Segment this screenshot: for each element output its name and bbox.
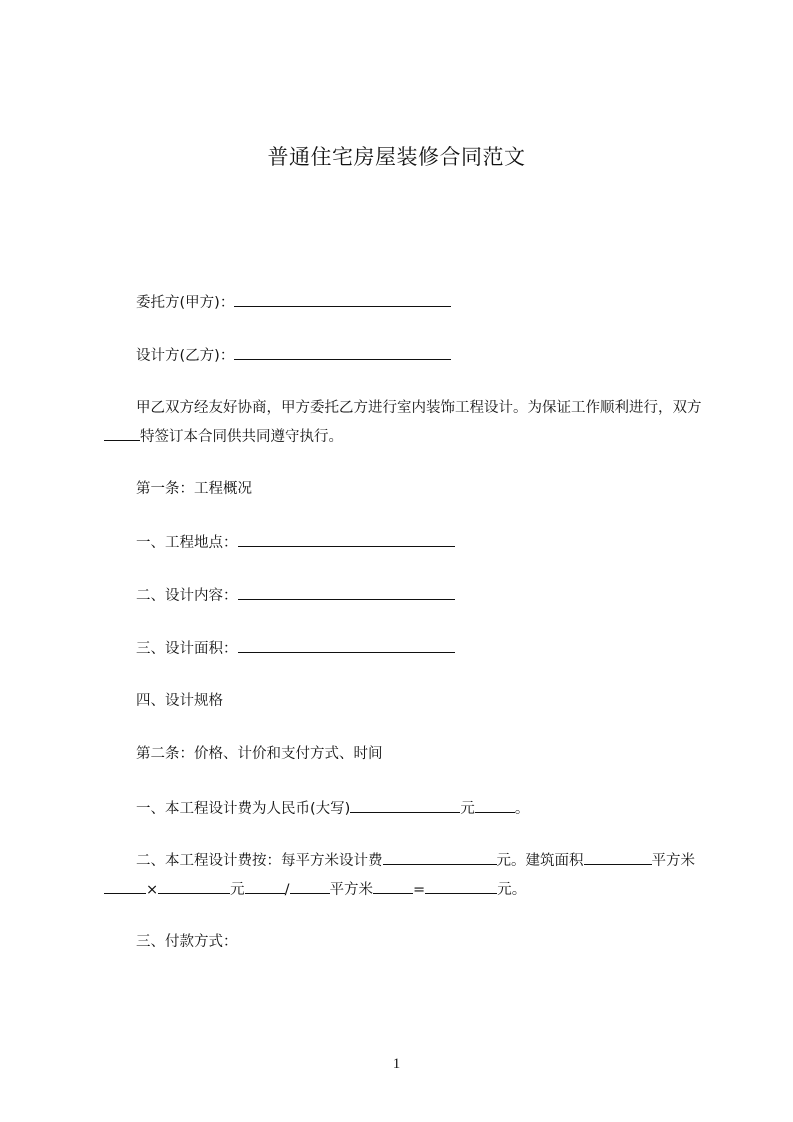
- article1-heading: 第一条：工程概况: [136, 481, 252, 497]
- calc-yuan: 元: [230, 882, 245, 898]
- party-a-blank[interactable]: [234, 292, 451, 307]
- document-title: 普通住宅房屋装修合同范文: [267, 145, 526, 169]
- calc-blank-c[interactable]: [245, 879, 285, 894]
- calc-equals: =: [413, 882, 426, 898]
- calc-sqm: 平方米: [329, 882, 374, 898]
- item-spec-line: 四、设计规格: [136, 693, 223, 709]
- page-number: 1: [392, 1056, 401, 1072]
- calc-slash: /: [284, 882, 290, 898]
- item-area-blank[interactable]: [238, 638, 455, 653]
- calc-unit-fee-blank[interactable]: [383, 850, 497, 865]
- calc-blank-b[interactable]: [158, 879, 230, 894]
- article2-heading: 第二条：价格、计价和支付方式、时间: [136, 746, 383, 762]
- calc-times: ×: [146, 882, 159, 898]
- party-b-label: 设计方(乙方)：: [136, 348, 235, 364]
- calc-total-blank[interactable]: [425, 879, 497, 894]
- party-a-line: [136, 292, 451, 313]
- fee-cents-blank[interactable]: [475, 798, 515, 813]
- party-b-line: [136, 345, 451, 366]
- calc-yuan-end: 元。: [497, 882, 527, 898]
- item-content-blank[interactable]: [238, 585, 455, 600]
- item-location-line: [136, 532, 455, 553]
- calc-blank-e[interactable]: [373, 879, 413, 894]
- calc-text-1: 二、本工程设计费按：每平方米设计费: [136, 853, 383, 869]
- calc-paragraph: [104, 847, 704, 905]
- fee-amount-blank[interactable]: [350, 798, 460, 813]
- party-a-label: 委托方(甲方)：: [136, 295, 235, 311]
- party-b-blank[interactable]: [234, 345, 451, 360]
- intro-text-2: 特签订本合同供共同遵守执行。: [140, 429, 343, 445]
- intro-paragraph: [104, 394, 704, 452]
- fee-line-end: 。: [514, 801, 530, 817]
- calc-blank-a[interactable]: [104, 879, 146, 894]
- calc-text-2: 元。建筑面积: [496, 853, 584, 869]
- item-area-label: 三、设计面积：: [136, 641, 238, 657]
- item-location-label: 一、工程地点：: [136, 535, 238, 551]
- fee-line-unit: 元: [460, 801, 475, 817]
- fee-line: [136, 798, 529, 819]
- calc-text-3: 平方米: [651, 853, 695, 869]
- calc-area-blank[interactable]: [584, 850, 652, 865]
- item-content-line: [136, 585, 455, 606]
- fee-line-prefix: 一、本工程设计费为人民币(大写): [136, 801, 351, 817]
- payment-label: 三、付款方式：: [136, 934, 238, 950]
- item-area-line: [136, 638, 455, 659]
- intro-blank[interactable]: [104, 426, 140, 441]
- intro-text-1: 甲乙双方经友好协商，甲方委托乙方进行室内装饰工程设计。为保证工作顺利进行，双方: [136, 400, 702, 416]
- item-content-label: 二、设计内容：: [136, 588, 238, 604]
- calc-blank-d[interactable]: [290, 879, 330, 894]
- item-location-blank[interactable]: [238, 532, 455, 547]
